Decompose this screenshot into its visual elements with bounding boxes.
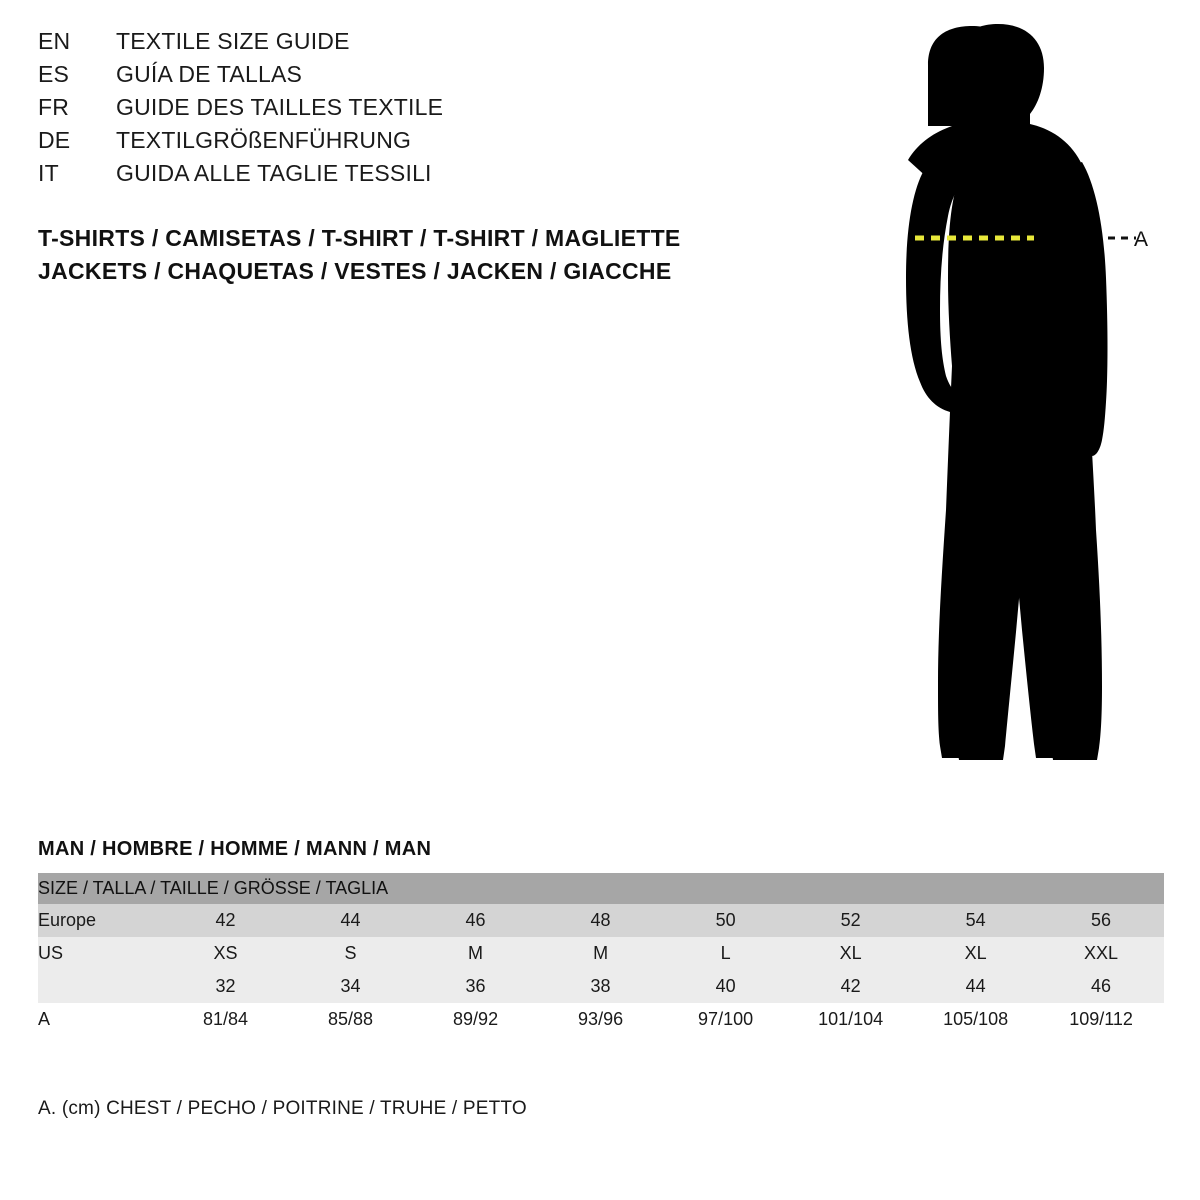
cell-europe-7: 56 <box>1038 904 1164 937</box>
language-code: ES <box>38 61 70 87</box>
cell-numeric-6: 44 <box>913 970 1038 1003</box>
language-title: GUIDA ALLE TAGLIE TESSILI <box>116 160 432 186</box>
cell-a-4: 97/100 <box>663 1003 788 1036</box>
cell-us-4: L <box>663 937 788 970</box>
cell-numeric-3: 38 <box>538 970 663 1003</box>
cell-numeric-4: 40 <box>663 970 788 1003</box>
cell-a-6: 105/108 <box>913 1003 1038 1036</box>
table-row <box>38 904 1164 937</box>
measurement-footnote: A. (cm) CHEST / PECHO / POITRINE / TRUHE / PETTO <box>38 1098 527 1119</box>
category-tshirts: T-SHIRTS / CAMISETAS / T-SHIRT / T-SHIRT / MAGLIETTE <box>38 225 681 251</box>
language-title: GUÍA DE TALLAS <box>116 61 303 87</box>
cell-a-1: 85/88 <box>288 1003 413 1036</box>
cell-numeric-5: 42 <box>788 970 913 1003</box>
cell-numeric-7: 46 <box>1038 970 1164 1003</box>
cell-numeric-0: 32 <box>163 970 288 1003</box>
language-title: TEXTILGRÖßENFÜHRUNG <box>116 127 412 153</box>
language-code: EN <box>38 28 71 54</box>
cell-a-7: 109/112 <box>1038 1003 1164 1036</box>
table-header-row <box>38 873 1164 904</box>
size-table <box>38 873 1164 1036</box>
cell-us-5: XL <box>788 937 913 970</box>
cell-numeric-1: 34 <box>288 970 413 1003</box>
cell-europe-3: 48 <box>538 904 663 937</box>
cell-europe-1: 44 <box>288 904 413 937</box>
language-code: DE <box>38 127 71 153</box>
garment-category-block <box>38 222 798 288</box>
body-silhouette-figure <box>820 10 1180 800</box>
cell-us-1: S <box>288 937 413 970</box>
cell-a-5: 101/104 <box>788 1003 913 1036</box>
row-label-numeric <box>38 970 163 1003</box>
language-row <box>38 127 738 160</box>
table-row <box>38 1003 1164 1036</box>
cell-europe-6: 54 <box>913 904 1038 937</box>
table-header-label: SIZE / TALLA / TAILLE / GRÖSSE / TAGLIA <box>38 873 1164 904</box>
language-row <box>38 160 738 193</box>
language-header-block <box>38 28 738 193</box>
silhouette-svg <box>820 10 1180 800</box>
cell-a-2: 89/92 <box>413 1003 538 1036</box>
row-label-us: US <box>38 937 163 970</box>
cell-europe-0: 42 <box>163 904 288 937</box>
language-code: FR <box>38 94 70 120</box>
language-title: TEXTILE SIZE GUIDE <box>116 28 350 54</box>
cell-europe-2: 46 <box>413 904 538 937</box>
language-row <box>38 28 738 61</box>
cell-a-0: 81/84 <box>163 1003 288 1036</box>
language-row <box>38 61 738 94</box>
cell-europe-4: 50 <box>663 904 788 937</box>
language-row <box>38 94 738 127</box>
table-row <box>38 970 1164 1003</box>
cell-us-0: XS <box>163 937 288 970</box>
size-table-section <box>38 838 1164 1036</box>
cell-europe-5: 52 <box>788 904 913 937</box>
category-jackets: JACKETS / CHAQUETAS / VESTES / JACKEN / GIACCHE <box>38 258 672 284</box>
row-label-europe: Europe <box>38 904 163 937</box>
row-label-a: A <box>38 1003 163 1036</box>
cell-us-3: M <box>538 937 663 970</box>
cell-a-3: 93/96 <box>538 1003 663 1036</box>
language-code: IT <box>38 160 59 186</box>
gender-title: MAN / HOMBRE / HOMME / MANN / MAN <box>38 838 432 860</box>
cell-us-2: M <box>413 937 538 970</box>
cell-us-6: XL <box>913 937 1038 970</box>
cell-numeric-2: 36 <box>413 970 538 1003</box>
measure-label-a: A <box>1134 228 1149 251</box>
table-row <box>38 937 1164 970</box>
cell-us-7: XXL <box>1038 937 1164 970</box>
language-title: GUIDE DES TAILLES TEXTILE <box>116 94 444 120</box>
